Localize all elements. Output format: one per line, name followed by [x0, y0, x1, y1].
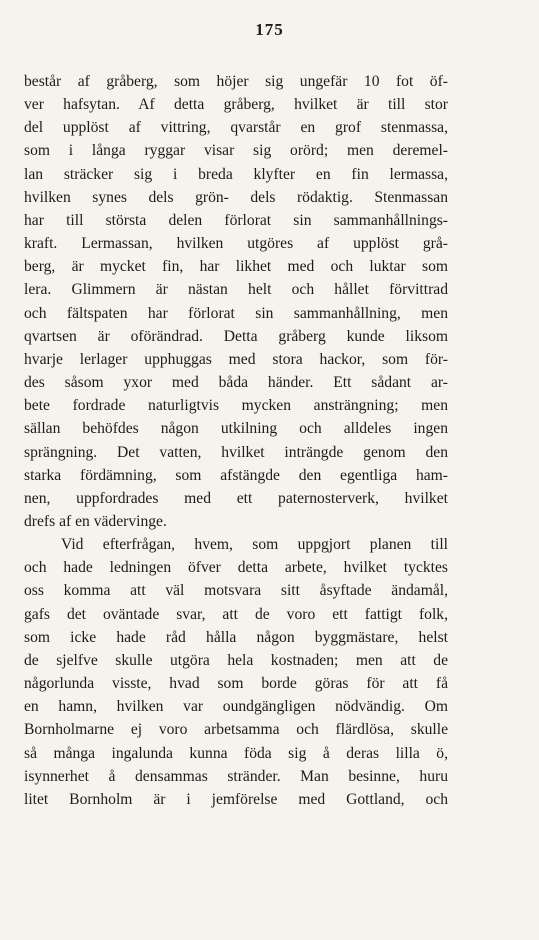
paragraph-end-line: drefs af en vädervinge.: [24, 512, 167, 530]
text-line: en hamn, hvilken var oundgängligen nödvändig. Om: [24, 698, 448, 716]
text-line: och hade ledningen öfver detta arbete, hvilket tycktes: [24, 559, 448, 577]
text-line: gafs det oväntade svar, att de voro ett fattigt folk,: [24, 605, 448, 623]
text-line: kraft. Lermassan, hvilken utgöres af upplöst grå-: [24, 235, 448, 253]
text-line: och fältspaten har förlorat sin sammanhållning, men: [24, 304, 448, 322]
text-line: starka fördämning, som afstängde den egentliga ham-: [24, 466, 448, 484]
text-line: isynnerhet å densammas stränder. Man besinne, huru: [24, 767, 448, 785]
text-line: nen, uppfordrades med ett paternosterverk, hvilket: [24, 489, 448, 507]
text-line: ver hafsytan. Af detta gråberg, hvilket är till stor: [24, 96, 448, 114]
text-line: består af gråberg, som höjer sig ungefär 10 fot öf-: [24, 73, 448, 90]
text-line: des såsom yxor med båda händer. Ett sådant ar-: [24, 374, 448, 392]
text-line: oss komma att väl motsvara sitt åsyftade ändamål,: [24, 582, 448, 600]
text-line: bete fordrade naturligtvis mycken ansträngning; men: [24, 397, 448, 415]
text-line: sprängning. Det vatten, hvilket inträngde genom den: [24, 443, 448, 461]
text-line: lan sträcker sig i breda klyfter en fin lermassa,: [24, 165, 448, 183]
text-line: som i långa ryggar visar sig orörd; men deremel-: [24, 142, 448, 160]
text-line: Bornholmarne ej voro arbetsamma och flärdlösa, skulle: [24, 721, 448, 739]
page-number: 175: [255, 20, 284, 39]
text-line: del upplöst af vittring, qvarstår en grof stenmassa,: [24, 119, 448, 137]
paragraph-start-line: Vid efterfrågan, hvem, som uppgjort planen till: [61, 536, 448, 554]
text-line: som icke hade råd hålla någon byggmästare, helst: [24, 628, 448, 646]
text-line: sällan behöfdes någon utkilning och alldeles ingen: [24, 420, 448, 438]
text-line: litet Bornholm är i jemförelse med Gottland, och: [24, 790, 448, 808]
text-line: hvarje lerlager upphuggas med stora hackor, som för-: [24, 350, 448, 368]
text-line: lera. Glimmern är nästan helt och hållet förvittrad: [24, 281, 448, 299]
text-line: de sjelfve skulle utgöra hela kostnaden; men att de: [24, 651, 448, 669]
text-line: berg, är mycket fin, har likhet med och luktar som: [24, 258, 448, 276]
text-line: så många ingalunda kunna föda sig å deras lilla ö,: [24, 744, 448, 762]
body-text: [24, 70, 448, 811]
text-line: hvilken synes dels grön- dels rödaktig. Stenmassan: [24, 188, 448, 206]
text-line: qvartsen är oförändrad. Detta gråberg kunde liksom: [24, 327, 448, 345]
text-line: har till största delen förlorat sin sammanhållnings-: [24, 211, 448, 229]
text-line: någorlunda visste, hvad som borde göras för att få: [24, 675, 448, 693]
